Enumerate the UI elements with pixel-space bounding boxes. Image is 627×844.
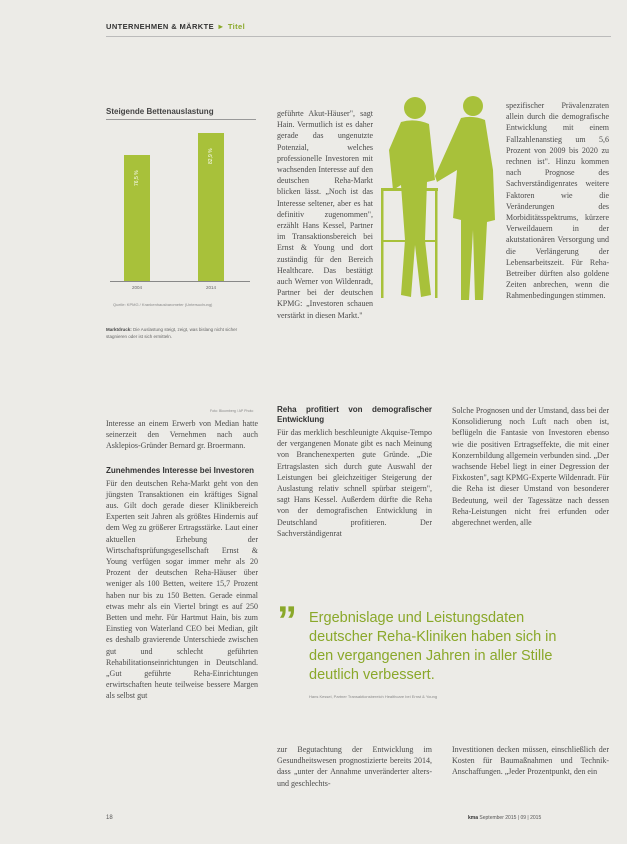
section-header: [106, 22, 245, 31]
col2-body: Für das merklich beschleunigte Akquise-Tempo der vergangenen Monate gibt es nach Meinung von Branchenexperten gute Gründe. „Die Ertragslasten sich durch gute Auswahl der Leistungen bei gleichzeitiger Steigerung der Auslastung relativ schnell spürbar steigern", sagt Hans Kessel. Außerdem dürfte die Reha von der demografischen Entwicklung in Deutschland profitieren. Der Sachverständigenrat: [277, 428, 432, 538]
col2-top: geführte Akut-Häuser", sagt Hain. Vermutlich ist es daher gerade das ungenutzte Potenzial, welches professionelle Investoren mit wachsenden Interesse auf den deutschen Reha-Markt blicken lässt. „Noch ist das Interesse seltener, aber es hat definitiv zugenommen", erzählt Hans Kessel, Partner im Transaktionsbereich bei Ernst & Young und dort zuständig für den Bereich Healthcare. Das bestätigt auch Werner von Wildenradt, Partner bei der deutschen KPMG: „Investoren schauen verstärkt in diesen Markt.": [277, 109, 373, 320]
chart-divider: [106, 119, 256, 120]
footer-info: kma September 2015 | 09 | 2015: [468, 815, 542, 821]
col1-subhead: Zunehmendes Interesse bei Investoren: [106, 465, 255, 475]
page-number: 18: [106, 815, 113, 821]
photo-credit: Foto: Bloomberg / AP Photo: [210, 409, 254, 413]
article-column-2: [277, 405, 432, 539]
col2-subhead: Reha profitiert von demografischer Entwicklung: [277, 405, 432, 424]
chart-value-label: 76,5 %: [134, 170, 140, 186]
article-column-2-bottom: [277, 744, 432, 789]
chart-tick-label: 2014: [206, 285, 217, 290]
pull-quote: Ergebnislage und Leistungsdaten deutscher Reha-Kliniken haben sich in den vergangenen Jahren in aller Stille deutlich verbessert.: [309, 610, 557, 683]
col3-top: spezifischer Prävalenzraten allein durch die demografische Entwicklung mit einem Fallzahlenanstieg um 5,6 Prozent von 2009 bis 2020 zu rechnen ist". Hinzu kommen nach Prognose des Sachverständigenrates weitere Faktoren wie die Veränderungen des Morbiditätsspektrums, kürzere Verweildauern in der akutstationären Versorgung und die Verlängerung der Lebensarbeitszeit. Für Reha-Betreiber dürften also goldene Zeiten anbrechen, wenn die Rahmenbedingungen stimmen.: [506, 101, 609, 301]
elderly-couple-illustration: [375, 90, 505, 315]
article-column-2-top: [277, 108, 373, 321]
footer-issue: 09 | 2015: [520, 815, 542, 821]
caption-label: Marktdruck:: [106, 327, 132, 332]
footer-date: September 2015: [479, 815, 517, 821]
chart-source: Quelle: KPMG / Krankenhausbarometer (Untersuchung): [113, 302, 213, 307]
col1-intro: Interesse an einem Erwerb von Median hatte seinerzeit den Vernehmen nach auch Asklepios-Gründer Bernard gr. Broermann.: [106, 419, 258, 451]
col3-bottom: Investitionen decken müssen, einschließlich der Kosten für Baumaßnahmen und Technik-Anschaffungen. „Jeder Prozentpunkt, den ein: [452, 745, 609, 777]
article-column-3-bottom: [452, 744, 609, 778]
quote-mark-icon: ”: [277, 599, 297, 643]
header-divider: [106, 36, 611, 37]
chart-axis: [110, 281, 250, 282]
chart-tick-label: 2004: [132, 285, 143, 290]
quote-source: Hans Kessel, Partner Transaktionsbereich Healthcare bei Ernst & Young: [309, 694, 438, 699]
article-column-3-top: [506, 100, 609, 302]
magazine-name: kma: [468, 815, 479, 821]
col1-body: Für den deutschen Reha-Markt geht von den jüngsten Transaktionen ein kräftiges Signal aus. Gilt doch gerade dieser Klinikbereich Experten seit Jahren als größtes Hindernis auf dem Weg zu größerer Ertragsstärke. Laut einer aktuellen Erhebung der Wirtschaftsprüfungsgesellschaft Ernst & Young verfügen sogar immer mehr als 20 Prozent der deutschen Reha-Häuser über weniger als 100 Betten, weitere 15,7 Prozent haben nur bis zu 150 Betten. Gerade einmal etwas mehr als ein Viertel bringt es auf 250 Betten und mehr. Für Hartmut Hain, bis zum Einstieg von Waterland CEO bei Median, gilt es deshalb gravierende Unterschiede zwischen gut und schlecht geführten Rehabilitationseinrichtungen in Deutschland. „Gut geführte Reha-Einrichtungen erwirtschaften heute teilweise bessere Margen als selbst gut: [106, 478, 258, 701]
section-label: UNTERNEHMEN & MÄRKTE: [106, 22, 214, 31]
col3-middle: Solche Prognosen und der Umstand, dass bei der Konsolidierung noch Luft nach oben ist, beflügeln die Fantasie von Investoren ebenso wie die positiven Ertragseffekte, die mit einer Konzernbildung allgemein verbunden sind. „Der wachsende Hebel liegt in einer Degression der Fixkosten", sagt KPMG-Experte Wildenradt. Für die Reha ist dieser Umstand von besonderer Bedeutung, weil der Tagessätze nach dessen Reha-Leistungen nicht frei erfunden oder abgerechnet werden, alle: [452, 406, 609, 528]
article-column-3: [452, 405, 609, 528]
chart-title: Steigende Bettenauslastung: [106, 107, 214, 116]
chevron-right-icon: ►: [217, 22, 225, 31]
col2-bottom: zur Begutachtung der Entwicklung im Gesundheitswesen prognostizierte bereits 2014, dass „unter der Annahme unveränderter alters- und geschlechts-: [277, 745, 432, 788]
subsection-label: Titel: [227, 22, 246, 31]
caption-text: Die Auslastung steigt, zeigt, was bislang nicht sicher stagnieren oder ist sich ermitteln.: [106, 327, 238, 340]
article-column-1: [106, 418, 258, 702]
chart-caption: [106, 326, 256, 340]
chart-value-label: 82,9 %: [208, 148, 214, 164]
